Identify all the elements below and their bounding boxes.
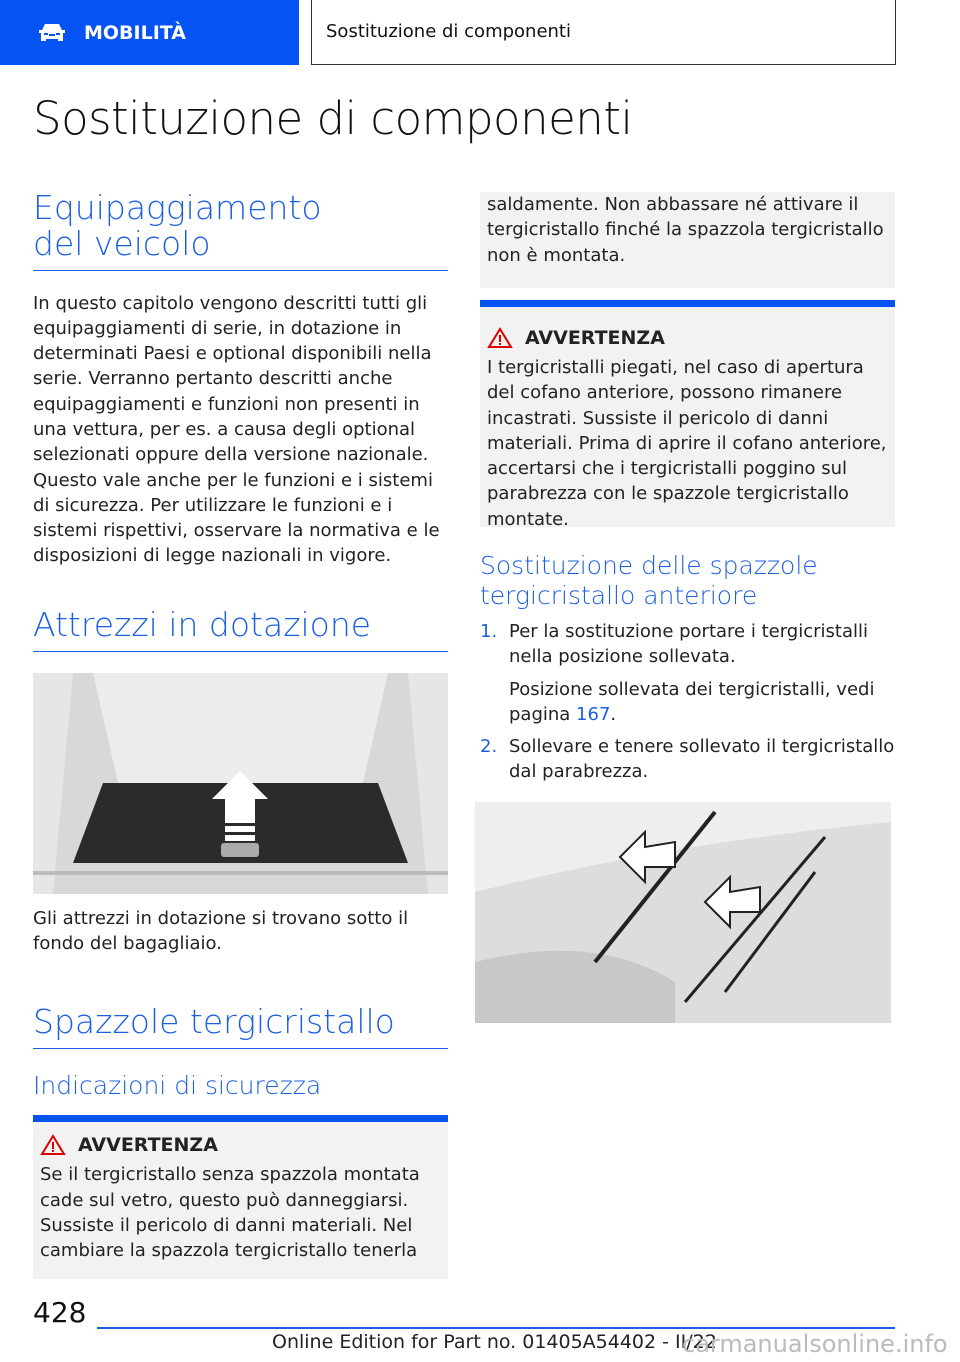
warning-box-continued	[480, 192, 895, 288]
left-column	[33, 190, 448, 1279]
breadcrumb	[311, 0, 896, 65]
heading-tools: Attrezzi in dotazione	[33, 607, 448, 652]
step-number: 1.	[480, 621, 498, 642]
heading-equipment: Equipaggiamento del veicolo	[33, 190, 413, 271]
warning-title: AVVERTENZA	[78, 1134, 218, 1157]
section-tab[interactable]	[0, 0, 299, 65]
step-text: Sollevare e tenere sollevato il tergicristallo dal parabrezza.	[509, 736, 895, 783]
step-text: Per la sostituzione portare i tergicristalli nella posizione sollevata.	[509, 621, 868, 668]
warning-title: AVVERTENZA	[525, 327, 665, 349]
page-title: Sostituzione di componenti	[33, 92, 633, 145]
warning-text: Se il tergicristallo senza spazzola montata cade sul vetro, questo può danneggiarsi. Sussiste il pericolo di danni materiali. Nel cambiare la spazzola tergicristallo tenerla	[40, 1164, 420, 1262]
breadcrumb-text: Sostituzione di componenti	[326, 21, 571, 42]
right-column	[480, 192, 895, 1023]
step-item	[480, 619, 895, 727]
heading-wipers: Spazzole tergicristallo	[33, 1004, 448, 1049]
step-item	[480, 734, 895, 785]
step-number: 2.	[480, 736, 498, 758]
step-note: Posizione sollevata dei tergicristalli, vedi pagina	[509, 678, 875, 725]
car-icon	[36, 21, 68, 45]
trunk-tools-image	[33, 673, 448, 894]
footer-divider	[97, 1327, 895, 1329]
heading-safety: Indicazioni di sicurezza	[33, 1071, 322, 1101]
warning-text-continued: saldamente. Non abbassare né attivare il tergicristallo finché la spazzola tergicristallo non è montata.	[487, 194, 884, 266]
page-link[interactable]: 167	[576, 703, 611, 725]
equipment-paragraph: In questo capitolo vengono descritti tutti gli equipaggiamenti di serie, in dotazione in determinati Paesi e optional disponibili nella serie. Verranno pertanto descritti anche equipaggiamenti e funzioni non presenti in una vettura, per es. a causa degli optional selezionati oppure della versione nazionale. Questo vale anche per le funzioni e i sistemi di sicurezza. Per utilizzare le funzioni e i sistemi rispettivi, osservare la normativa e le disposizioni di legge nazionali in vigore.	[33, 292, 440, 567]
heading-front-wipers: Sostituzione delle spazzole tergicristallo anteriore	[480, 551, 818, 610]
warning-icon	[487, 327, 513, 349]
warning-text: I tergicristalli piegati, nel caso di apertura del cofano anteriore, possono rimanere incastrati. Sussiste il pericolo di danni materiali. Prima di aprire il cofano anteriore, accertarsi che i tergicristalli poggino sul parabrezza con le spazzole tergicristallo montate.	[487, 357, 887, 530]
page-number: 428	[33, 1296, 87, 1329]
steps-list	[480, 619, 895, 785]
warning-box	[33, 1115, 448, 1279]
warning-icon	[40, 1134, 66, 1156]
section-label: MOBILITÀ	[84, 21, 186, 44]
punct: .	[610, 703, 617, 725]
watermark: carmanualsonline.info	[682, 1330, 948, 1358]
edition-text: Online Edition for Part no. 01405A54402 - II/22	[272, 1331, 717, 1353]
tools-paragraph: Gli attrezzi in dotazione si trovano sotto il fondo del bagagliaio.	[33, 907, 409, 955]
warning-box-2	[480, 300, 895, 530]
wiper-image	[475, 802, 891, 1023]
